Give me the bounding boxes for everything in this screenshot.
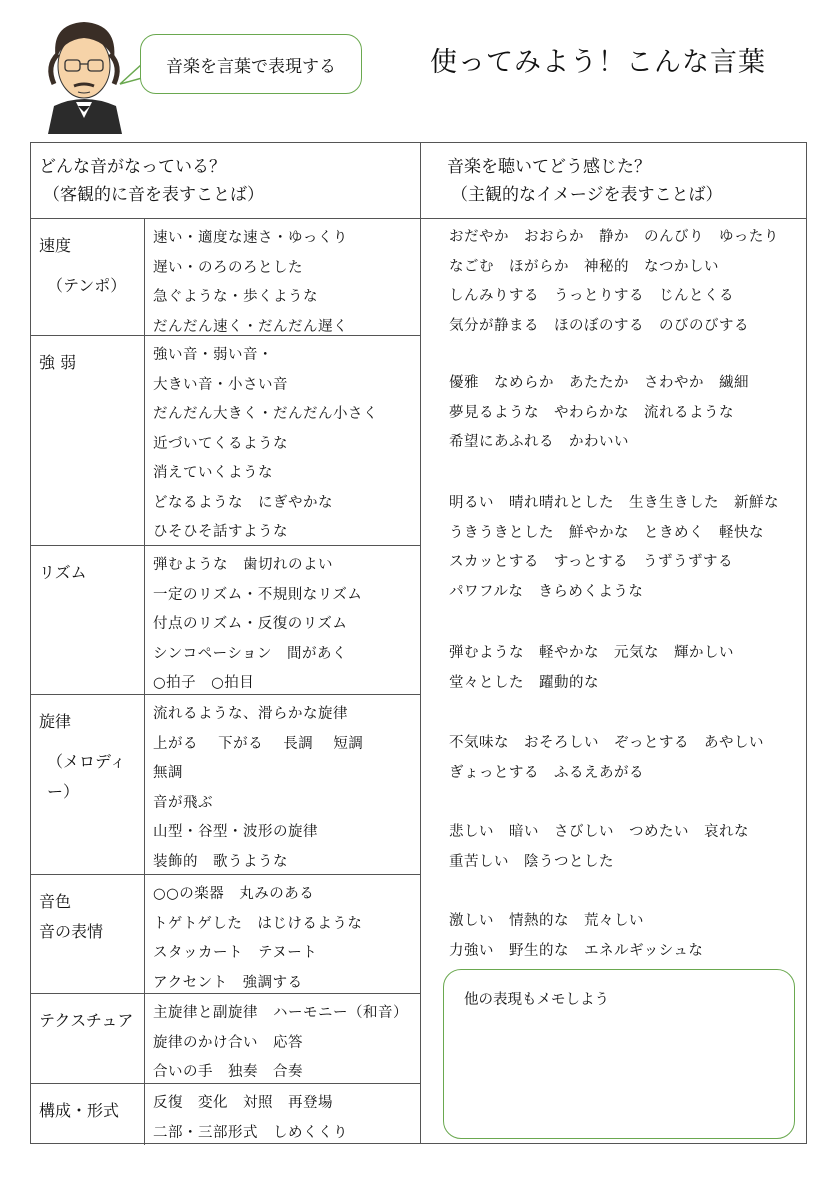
category-name: 速度 xyxy=(39,236,72,255)
vocabulary-phrase: 山型・谷型・波形の旋律 xyxy=(153,824,318,840)
category-label xyxy=(31,875,145,993)
category-row xyxy=(31,695,421,875)
subjective-subtitle: （主観的なイメージを表すことば） xyxy=(451,185,723,205)
objective-question: どんな音がなっている？ xyxy=(39,157,226,177)
vocabulary-phrase: 流れるような、滑らかな旋律 xyxy=(153,706,348,722)
vocabulary-phrase: スタッカート テヌート xyxy=(153,945,318,961)
category-name: 強 弱 xyxy=(39,353,77,372)
category-name: 音色 xyxy=(39,892,72,911)
vocabulary-phrase: 急ぐような・歩くような xyxy=(153,289,318,305)
vocabulary-phrase: 無調 xyxy=(153,765,183,781)
impression-phrase: 明るい 晴れ晴れとした 生き生きした 新鮮な xyxy=(449,495,779,511)
impression-phrase: 希望にあふれる かわいい xyxy=(449,434,629,450)
impression-phrase: 優雅 なめらか あたたか さわやか 繊細 xyxy=(449,375,749,391)
objective-column xyxy=(31,143,421,1143)
speech-bubble-text: 音楽を言葉で表現する xyxy=(166,56,336,77)
category-items xyxy=(145,875,421,998)
vocabulary-phrase: 速い・適度な速さ・ゆっくり xyxy=(153,230,348,246)
impression-phrase: しんみりする うっとりする じんとくる xyxy=(449,288,734,304)
vocabulary-phrase: 消えていくような xyxy=(153,465,273,481)
memo-box[interactable] xyxy=(443,969,795,1139)
category-subname: （メロディー） xyxy=(47,752,126,801)
category-subname: （テンポ） xyxy=(47,276,127,295)
vocabulary-phrase: 大きい音・小さい音 xyxy=(153,376,288,393)
impression-group xyxy=(449,729,764,788)
impression-phrase: 不気味な おそろしい ぞっとする あやしい xyxy=(449,735,764,751)
category-label xyxy=(31,546,145,694)
speech-bubble xyxy=(140,34,362,94)
vocabulary-phrase: 遅い・のろのろとした xyxy=(153,259,303,276)
impression-phrase: おだやか おおらか 静か のんびり ゆったり xyxy=(449,229,779,245)
category-items xyxy=(145,336,421,548)
impression-phrase: 悲しい 暗い さびしい つめたい 哀れな xyxy=(449,824,749,840)
category-row xyxy=(31,336,421,546)
vocabulary-phrase: だんだん大きく・だんだん小さく xyxy=(153,406,378,422)
vocabulary-phrase: アクセント 強調する xyxy=(153,974,303,991)
subjective-header xyxy=(421,143,806,219)
vocabulary-phrase: 一定のリズム・不規則なリズム xyxy=(153,586,363,603)
vocabulary-phrase: 付点のリズム・反復のリズム xyxy=(153,616,348,632)
impression-phrase: スカッとする すっとする うずうずする xyxy=(449,554,733,570)
category-items xyxy=(145,994,421,1088)
objective-header xyxy=(31,143,420,219)
category-row xyxy=(31,219,421,336)
impression-group xyxy=(449,818,749,877)
category-row xyxy=(31,875,421,994)
category-label xyxy=(31,219,145,335)
category-name: 旋律 xyxy=(39,712,72,731)
vocabulary-phrase: ○○の楽器 丸みのある xyxy=(153,886,315,902)
vocabulary-phrase: トゲトゲした はじけるような xyxy=(153,915,363,932)
impression-phrase: ぎょっとする ふるえあがる xyxy=(449,764,644,781)
impression-group xyxy=(449,489,779,607)
impression-phrase: 激しい 情熱的な 荒々しい xyxy=(449,913,644,929)
impression-group xyxy=(449,369,749,458)
category-label xyxy=(31,336,145,545)
memo-label: 他の表現もメモしよう xyxy=(464,992,609,1008)
vocabulary-phrase: 二部・三部形式 しめくくり xyxy=(153,1124,348,1141)
vocabulary-phrase: 旋律のかけ合い 応答 xyxy=(153,1034,303,1051)
impression-phrase: 力強い 野生的な エネルギッシュな xyxy=(449,942,704,959)
vocabulary-phrase: 主旋律と副旋律 ハーモニー（和音） xyxy=(153,1005,408,1021)
impression-phrase: なごむ ほがらか 神秘的 なつかしい xyxy=(449,258,719,275)
category-label xyxy=(31,994,145,1083)
impression-phrase: 気分が静まる ほのぼのする のびのびする xyxy=(449,317,749,334)
subjective-column xyxy=(421,143,806,1143)
impression-phrase: うきうきとした 鮮やかな ときめく 軽快な xyxy=(449,524,764,541)
impression-group xyxy=(449,223,779,341)
vocabulary-phrase: 音が飛ぶ xyxy=(153,794,213,811)
vocabulary-phrase: 強い音・弱い音・ xyxy=(153,347,273,363)
vocabulary-phrase: 弾むような 歯切れのよい xyxy=(153,557,333,573)
vocabulary-phrase: ひそひそ話すような xyxy=(153,524,288,540)
category-row xyxy=(31,546,421,695)
impression-phrase: 夢見るような やわらかな 流れるような xyxy=(449,404,734,421)
category-name: 構成・形式 xyxy=(39,1101,120,1120)
category-items xyxy=(145,1084,421,1148)
objective-subtitle: （客観的に音を表すことば） xyxy=(43,185,264,205)
category-items xyxy=(145,219,421,342)
category-subname: 音の表情 xyxy=(39,922,104,941)
vocabulary-phrase: 合いの手 独奏 合奏 xyxy=(153,1064,303,1080)
impression-group xyxy=(449,639,734,698)
vocabulary-phrase: 反復 変化 対照 再登場 xyxy=(153,1095,333,1111)
vocabulary-phrase: 上がる 下がる 長調 短調 xyxy=(153,735,364,752)
category-label xyxy=(31,1084,145,1145)
vocabulary-phrase: ○拍子 ○拍目 xyxy=(153,675,255,691)
impression-phrase: 弾むような 軽やかな 元気な 輝かしい xyxy=(449,645,734,661)
impression-phrase: パワフルな きらめくような xyxy=(449,583,644,600)
vocabulary-phrase: シンコペーション 間があく xyxy=(153,645,348,662)
vocabulary-phrase: だんだん速く・だんだん遅く xyxy=(153,318,348,335)
category-name: テクスチュア xyxy=(39,1011,134,1030)
vocabulary-phrase: 装飾的 歌うような xyxy=(153,853,288,870)
subjective-question: 音楽を聴いてどう感じた？ xyxy=(447,157,651,177)
impression-group xyxy=(449,907,703,966)
page-title: 使ってみよう！こんな言葉 xyxy=(430,47,766,78)
category-row xyxy=(31,1084,421,1145)
category-items xyxy=(145,695,421,877)
vocabulary-phrase: どなるような にぎやかな xyxy=(153,494,333,511)
vocabulary-phrase: 近づいてくるような xyxy=(153,435,288,452)
category-items xyxy=(145,546,421,699)
header xyxy=(0,0,837,140)
category-name: リズム xyxy=(39,563,87,582)
vocabulary-sheet xyxy=(30,142,807,1144)
category-row xyxy=(31,994,421,1084)
impression-phrase: 堂々とした 躍動的な xyxy=(449,674,599,691)
category-label xyxy=(31,695,145,874)
impression-phrase: 重苦しい 陰うつとした xyxy=(449,853,614,870)
